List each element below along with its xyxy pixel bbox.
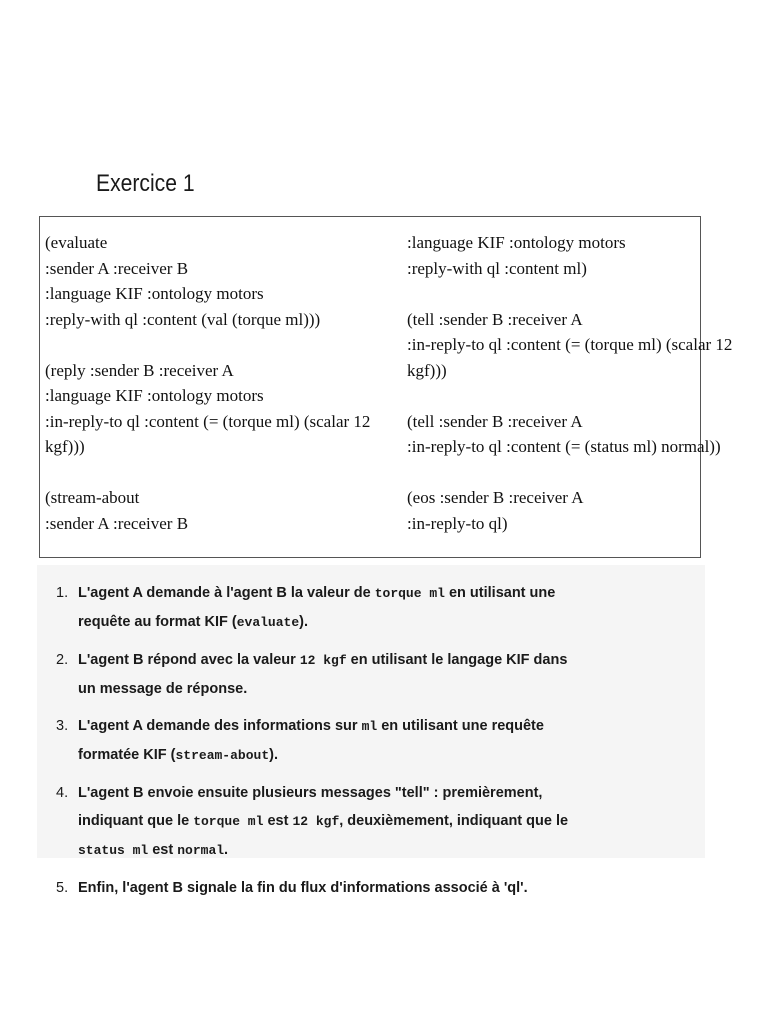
answer-item [37, 646, 705, 703]
text-span: en utilisant une requête au format KIF ( [78, 585, 556, 630]
kif-line: kgf))) [407, 360, 447, 380]
kif-line: (tell :sender B :receiver A [407, 411, 583, 431]
answer-number: 3. [56, 718, 69, 734]
kif-line [45, 332, 370, 358]
text-span: L'agent A demande à l'agent B la valeur de [78, 585, 375, 601]
answer-text [78, 712, 578, 770]
kif-line [45, 460, 370, 486]
text-span: L'agent B envoie ensuite plusieurs messages "tell" : premièrement, indiquant que le [78, 785, 543, 829]
kif-line: :language KIF :ontology motors [45, 386, 264, 405]
code-span: stream-about [175, 748, 270, 763]
code-span: 12 kgf [299, 653, 347, 668]
kif-line: :sender A :receiver B [45, 513, 189, 533]
text-span: est [263, 813, 293, 829]
kif-line: :language KIF :ontology motors [407, 233, 626, 252]
kif-line: :in-reply-to ql) [407, 513, 508, 533]
code-span: torque ml [193, 814, 264, 829]
answer-text [78, 874, 578, 902]
code-span: normal [177, 843, 225, 858]
answer-number: 4. [56, 785, 69, 801]
answer-item [37, 779, 705, 865]
answer-text [78, 646, 578, 703]
kif-line: (eos :sender B :receiver A [407, 488, 584, 507]
answer-item [37, 874, 705, 902]
code-span: 12 kgf [292, 814, 340, 829]
code-span: evaluate [236, 615, 300, 630]
text-span: , deuxièmement, indiquant que le [339, 813, 569, 829]
text-span: ). [269, 747, 278, 763]
kif-column-left [45, 230, 370, 536]
kif-line [407, 281, 732, 307]
code-span: ml [361, 719, 378, 734]
page-title: Exercice 1 [96, 170, 195, 197]
kif-line: :in-reply-to ql :content (= (torque ml) (scalar 12 [407, 335, 733, 354]
text-span: Enfin, l'agent B signale la fin du flux d'informations associé à 'ql'. [78, 880, 528, 896]
text-span: L'agent B répond avec la valeur [78, 652, 300, 668]
kif-line: :reply-with ql :content (val (torque ml))) [45, 309, 321, 329]
answer-list [37, 579, 705, 911]
answer-item [37, 712, 705, 770]
answer-text [78, 579, 578, 637]
kif-line: :in-reply-to ql :content (= (status ml) normal)) [407, 437, 721, 456]
kif-column-right [407, 230, 732, 536]
kif-line [407, 460, 732, 486]
text-span: ). [299, 614, 308, 630]
kif-line: (reply :sender B :receiver A [45, 360, 234, 380]
text-span: en utilisant le langage KIF dans un message de réponse. [78, 652, 568, 697]
kif-message-box [39, 216, 733, 558]
kif-line: :language KIF :ontology motors [45, 284, 264, 303]
kif-line: (tell :sender B :receiver A [407, 309, 583, 329]
text-span: L'agent A demande des informations sur [78, 718, 362, 734]
text-span: en utilisant une requête formatée KIF ( [78, 718, 544, 763]
text-span: . [224, 842, 229, 858]
answer-panel [37, 565, 705, 896]
kif-line: (stream-about [45, 488, 140, 507]
code-span: torque ml [374, 586, 445, 601]
kif-line: :sender A :receiver B [45, 258, 189, 278]
answer-number: 1. [56, 585, 69, 601]
answer-number: 2. [56, 652, 69, 668]
answer-text [78, 779, 578, 865]
kif-line: kgf))) [45, 437, 85, 456]
answer-number: 5. [56, 880, 69, 896]
kif-line: :reply-with ql :content ml) [407, 258, 587, 278]
kif-line: (evaluate [45, 233, 108, 252]
code-span: status ml [78, 843, 149, 858]
kif-line: :in-reply-to ql :content (= (torque ml) (scalar 12 [45, 411, 371, 431]
answer-item [37, 579, 705, 637]
text-span: est [148, 842, 178, 858]
kif-line [407, 383, 732, 409]
